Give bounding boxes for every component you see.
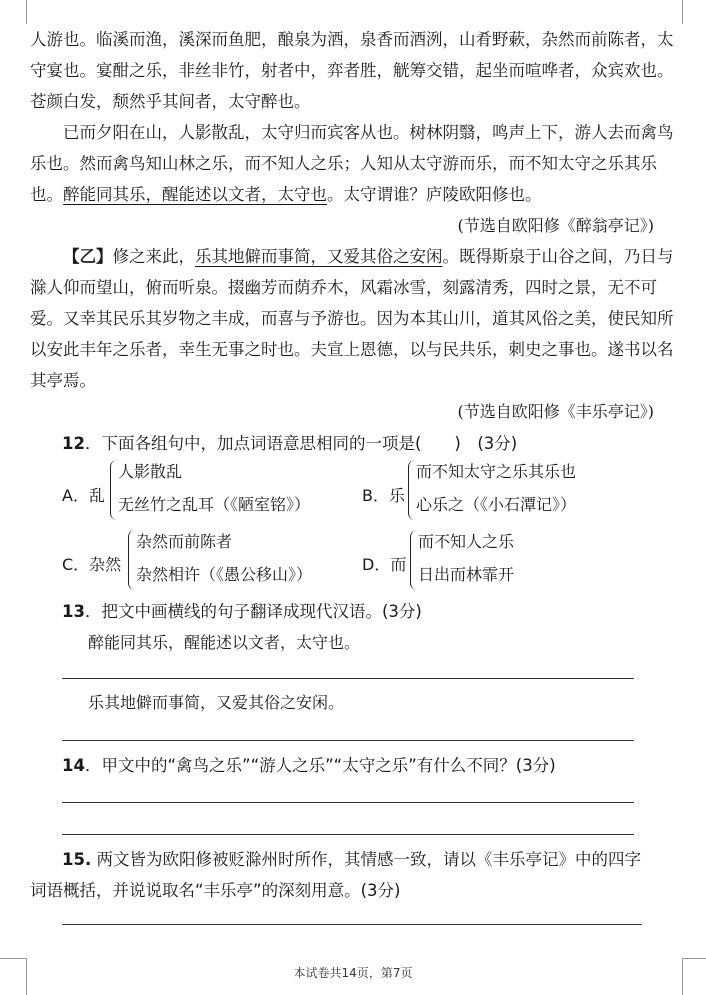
question-15-number: 15. [62, 850, 92, 869]
option-c-sentence-1: 杂然而前陈者 [136, 532, 233, 551]
question-13-sentence-2: 乐其地僻而事简，又爱其俗之安闲。 [88, 693, 345, 712]
question-13-number: 13 [62, 602, 85, 621]
question-13-text: ．把文中画横线的句子翻译成现代汉语。(3分) [84, 602, 422, 621]
option-b-label[interactable]: B．乐 [362, 486, 405, 505]
option-b-sentence-1: 而不知太守之乐其乐也 [416, 462, 577, 481]
crop-mark-bottom-left-h [0, 958, 26, 959]
option-a-sentence-2: 无丝竹之乱耳（《陋室铭》） [118, 495, 311, 514]
question-13 [62, 598, 422, 622]
question-12-number: 12 [62, 434, 85, 453]
underlined-sentence-1: 醉能同其乐，醒能述以文者，太守也 [63, 185, 327, 204]
question-15-text-1: 两文皆为欧阳修被贬滁州时所作，其情感一致，请以《丰乐亭记》中的四字 [91, 850, 641, 869]
option-c-brace [128, 530, 135, 590]
option-c-sentence-2: 杂然相许（《愚公移山》） [136, 565, 313, 584]
option-d-label[interactable]: D．而 [362, 555, 407, 574]
question-14-number: 14 [62, 756, 85, 775]
passage-jia-p2-end: 。太守谓谁？庐陵欧阳修也。 [327, 185, 542, 204]
answer-line-14-2[interactable] [62, 834, 634, 835]
passage-yi-text-a: 修之来此， [112, 247, 195, 266]
passage-yi-paragraph [30, 241, 678, 396]
option-d-sentence-2: 日出而林霏开 [418, 565, 515, 584]
option-a-label[interactable]: A．乱 [62, 486, 105, 505]
option-c-label[interactable]: C．杂然 [62, 555, 122, 574]
underlined-sentence-2: 乐其地僻而事简，又爱其俗之安闲 [195, 247, 443, 266]
source-citation-jia: (节选自欧阳修《醉翁亭记》) [457, 216, 654, 235]
option-a-brace [110, 460, 117, 520]
question-15-line-2: 词语概括，并说说取名“丰乐亭”的深刻用意。(3分) [30, 881, 401, 900]
option-d-sentence-1: 而不知人之乐 [418, 532, 515, 551]
question-15-line-1 [62, 846, 641, 870]
answer-line-15-1[interactable] [62, 924, 642, 925]
option-a-sentence-1: 人影散乱 [118, 462, 183, 481]
option-b-brace [408, 460, 415, 520]
answer-line-14-1[interactable] [62, 802, 634, 803]
passage-jia-paragraph-1: 人游也。临溪而渔，溪深而鱼肥，酿泉为酒，泉香而酒洌，山肴野蔌，杂然而前陈者，太守宴也。宴酣之乐，非丝非竹，射者中，弈者胜，觥筹交错，起坐而喧哗者，众宾欢也。苍颜白发，颓然乎其间者，太守醉也。 [30, 30, 674, 111]
passage-jia-paragraph-2 [30, 117, 678, 210]
option-d-brace [410, 530, 417, 590]
crop-mark-top-right [682, 0, 683, 24]
passage-yi-text-b: 。既得斯泉于山谷之间，乃日与滁人仰而望山，俯而听泉。掇幽芳而荫乔木，风霜冰雪，刻露清秀，四时之景，无不可爱。又幸其民乐其岁物之丰成，而喜与予游也。因为本其山川，道其风俗之美，使民知所以安此丰年之乐者，幸生无事之时也。夫宣上恩德，以与民共乐，刺史之事也。遂书以名其亭焉。 [30, 247, 674, 390]
question-12-text: ．下面各组句中，加点词语意思相同的一项是( ) (3分) [84, 434, 518, 453]
crop-mark-bottom-right-h [682, 958, 706, 959]
source-citation-yi: (节选自欧阳修《丰乐亭记》) [457, 402, 654, 421]
answer-line-13-1[interactable] [62, 678, 634, 679]
option-b-sentence-2: 心乐之（《小石潭记》） [416, 495, 577, 514]
question-13-sentence-1: 醉能同其乐，醒能述以文者，太守也。 [88, 633, 361, 652]
passage-jia-p2-text: 已而夕阳在山，人影散乱，太守归而宾客从也。树林阴翳，鸣声上下，游人去而禽鸟乐也。然而禽鸟知山林之乐，而不知人之乐；人知从太守游而乐，而不知太守之乐其乐也。 [30, 123, 674, 204]
question-14 [62, 752, 556, 776]
crop-mark-top-left [26, 0, 27, 24]
passage-yi-tag: 【乙】 [63, 247, 113, 266]
answer-line-13-2[interactable] [62, 740, 634, 741]
page-footer: 本试卷共14页，第7页 [293, 966, 413, 980]
question-12 [62, 430, 517, 454]
question-14-text: ．甲文中的“禽鸟之乐”“游人之乐”“太守之乐”有什么不同？(3分) [84, 756, 556, 775]
